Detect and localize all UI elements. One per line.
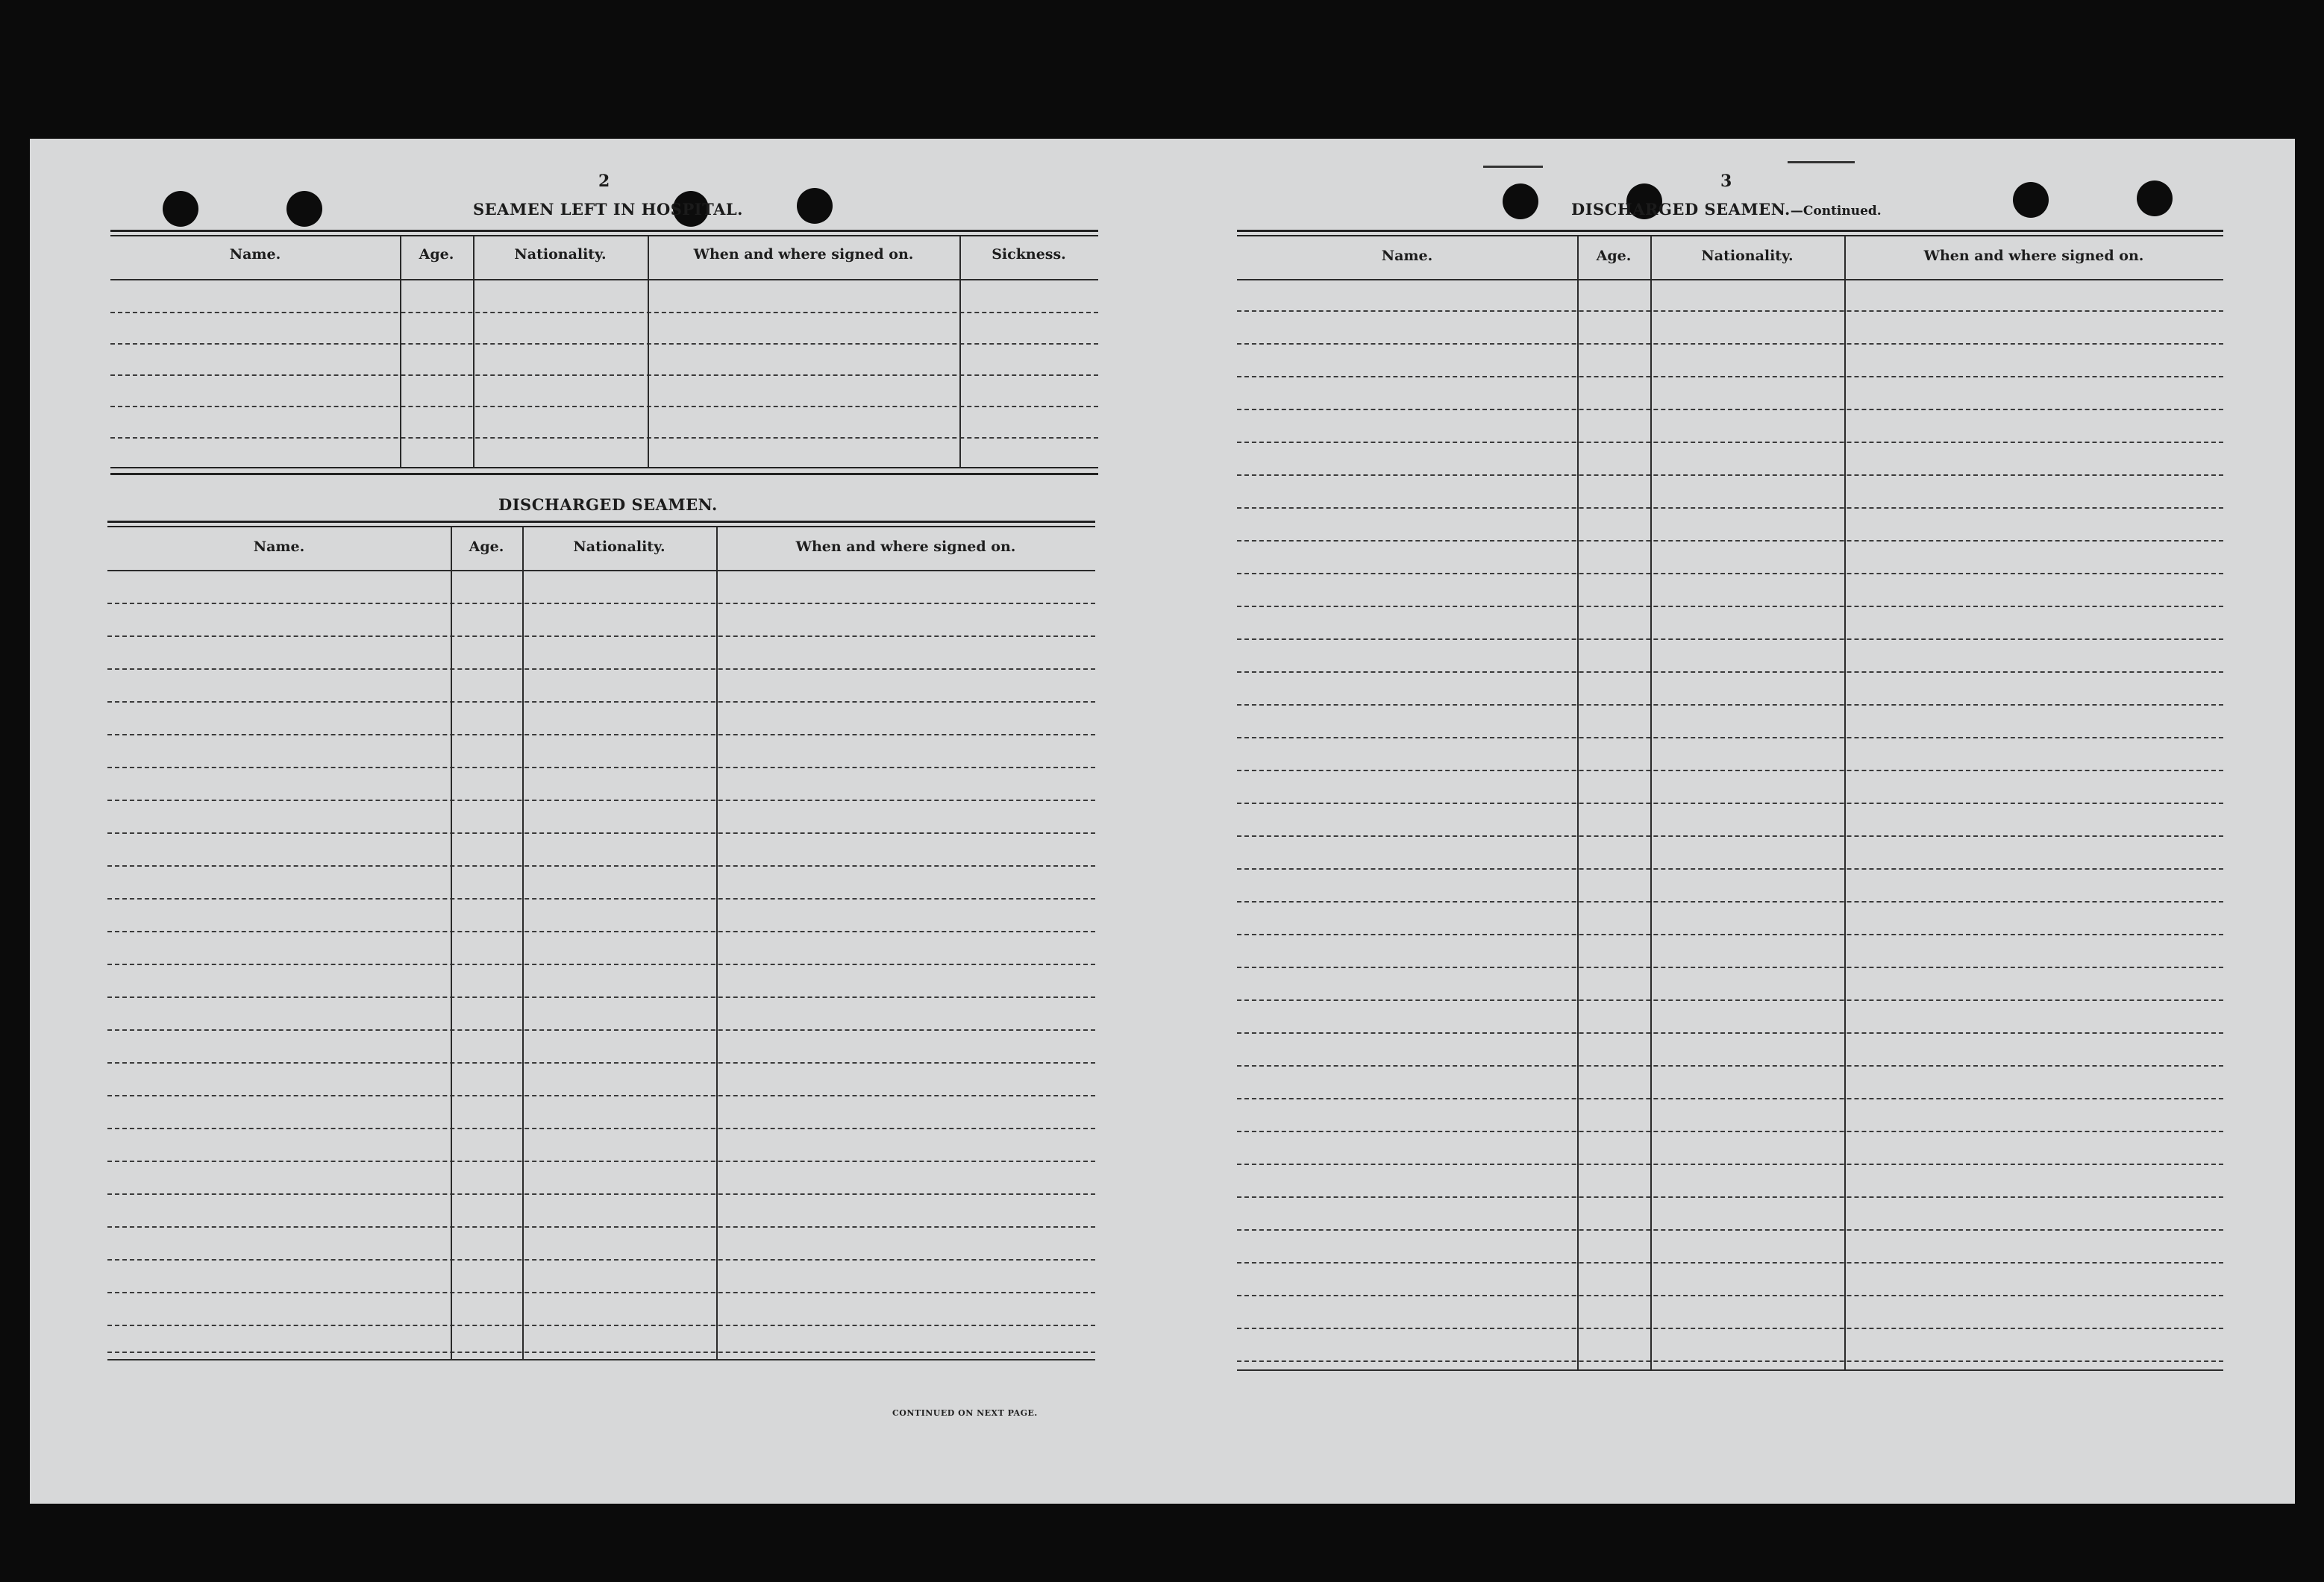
entry-line [1237, 1065, 2223, 1067]
entry-line [110, 343, 1098, 345]
column-divider [716, 527, 718, 1359]
entry-line [107, 931, 1095, 932]
entry-line [1237, 934, 2223, 935]
punch-hole [797, 188, 833, 224]
table-rule [110, 230, 1098, 232]
hospital-table [110, 230, 1098, 491]
column-header-name: Name. [229, 246, 281, 263]
entry-line [107, 1325, 1095, 1326]
entry-line [1237, 999, 2223, 1001]
entry-line [110, 312, 1098, 313]
table-rule [1237, 230, 2223, 232]
column-header-nationality: Nationality. [1701, 248, 1794, 264]
table-rule [110, 235, 1098, 236]
column-header-name: Name. [253, 539, 305, 555]
entry-line [1237, 671, 2223, 673]
entry-line [107, 767, 1095, 768]
entry-line [110, 437, 1098, 439]
column-divider [400, 236, 401, 467]
column-header-age: Age. [469, 539, 504, 555]
column-divider [959, 236, 961, 467]
entry-line [1237, 1196, 2223, 1198]
column-header-age: Age. [1596, 248, 1632, 264]
entry-line [107, 898, 1095, 900]
page-number-right: 3 [1720, 172, 1732, 191]
entry-line [107, 832, 1095, 834]
column-divider [473, 236, 474, 467]
column-header-age: Age. [419, 246, 454, 263]
entry-line [107, 1292, 1095, 1293]
column-divider [1577, 236, 1579, 1369]
column-header-name: Name. [1381, 248, 1433, 264]
entry-line [1237, 507, 2223, 509]
discharged-section-title-left: DISCHARGED SEAMEN. [498, 495, 718, 514]
column-header-nationality: Nationality. [514, 246, 607, 263]
entry-line [1237, 803, 2223, 804]
entry-line [1237, 967, 2223, 968]
entry-line [1237, 638, 2223, 640]
entry-line [107, 734, 1095, 735]
entry-line [1237, 1360, 2223, 1362]
hospital-section-title: SEAMEN LEFT IN HOSPITAL. [473, 200, 743, 219]
pen-mark [1788, 161, 1855, 163]
entry-line [107, 603, 1095, 604]
discharged-table-left [107, 521, 1095, 1401]
entry-line [107, 800, 1095, 801]
entry-line [1237, 1164, 2223, 1165]
entry-line [107, 1259, 1095, 1261]
column-header-signed-on: When and where signed on. [1923, 248, 2144, 264]
entry-line [1237, 442, 2223, 443]
punch-hole [163, 191, 198, 227]
entry-line [1237, 1328, 2223, 1329]
entry-line [1237, 606, 2223, 607]
table-bottom-rule [1237, 1369, 2223, 1371]
discharged-table-right [1237, 230, 2223, 1408]
discharged-title-text: DISCHARGED SEAMEN. [1571, 200, 1791, 219]
header-underline [1237, 279, 2223, 280]
punch-hole [1503, 183, 1538, 219]
header-underline [107, 570, 1095, 571]
table-rule [107, 526, 1095, 527]
entry-line [1237, 474, 2223, 476]
entry-line [1237, 1032, 2223, 1034]
page-number-left: 2 [598, 172, 610, 191]
entry-line [1237, 1098, 2223, 1099]
table-rule [110, 473, 1098, 475]
ledger-spread [30, 139, 2295, 1504]
entry-line [107, 1352, 1095, 1353]
header-underline [110, 279, 1098, 280]
entry-line [107, 1226, 1095, 1228]
entry-line [107, 1062, 1095, 1064]
table-bottom-rule [107, 1359, 1095, 1360]
entry-line [1237, 1295, 2223, 1296]
entry-line [1237, 704, 2223, 706]
entry-line [1237, 1262, 2223, 1264]
discharged-continued-title [1571, 200, 1882, 219]
entry-line [107, 996, 1095, 998]
column-divider [522, 527, 524, 1359]
entry-line [1237, 376, 2223, 377]
entry-line [107, 1193, 1095, 1195]
continued-note: CONTINUED ON NEXT PAGE. [892, 1408, 1038, 1418]
entry-line [1237, 868, 2223, 870]
entry-line [110, 374, 1098, 376]
entry-line [1237, 737, 2223, 738]
column-header-signed-on: When and where signed on. [693, 246, 914, 263]
entry-line [110, 406, 1098, 407]
entry-line [107, 1095, 1095, 1096]
pen-mark [1483, 166, 1543, 168]
column-divider [1844, 236, 1846, 1369]
entry-line [1237, 1229, 2223, 1231]
entry-line [107, 1128, 1095, 1129]
entry-line [1237, 573, 2223, 574]
entry-line [107, 668, 1095, 670]
entry-line [107, 701, 1095, 703]
column-header-nationality: Nationality. [573, 539, 665, 555]
table-rule [1237, 235, 2223, 236]
entry-line [107, 865, 1095, 867]
entry-line [1237, 1131, 2223, 1132]
entry-line [1237, 835, 2223, 837]
entry-line [1237, 901, 2223, 903]
punch-hole [2013, 182, 2049, 218]
column-divider [451, 527, 452, 1359]
column-divider [1650, 236, 1652, 1369]
table-rule [107, 521, 1095, 523]
entry-line [1237, 343, 2223, 345]
punch-hole [2137, 181, 2173, 216]
column-header-signed-on: When and where signed on. [795, 539, 1016, 555]
column-header-sickness: Sickness. [992, 246, 1066, 263]
entry-line [1237, 409, 2223, 410]
entry-line [107, 1161, 1095, 1162]
column-divider [648, 236, 649, 467]
continued-suffix: —Continued. [1790, 204, 1882, 219]
entry-line [1237, 770, 2223, 771]
entry-line [107, 964, 1095, 965]
entry-line [1237, 540, 2223, 542]
table-rule [110, 467, 1098, 468]
entry-line [107, 635, 1095, 637]
entry-line [107, 1029, 1095, 1031]
entry-line [1237, 310, 2223, 312]
punch-hole [286, 191, 322, 227]
